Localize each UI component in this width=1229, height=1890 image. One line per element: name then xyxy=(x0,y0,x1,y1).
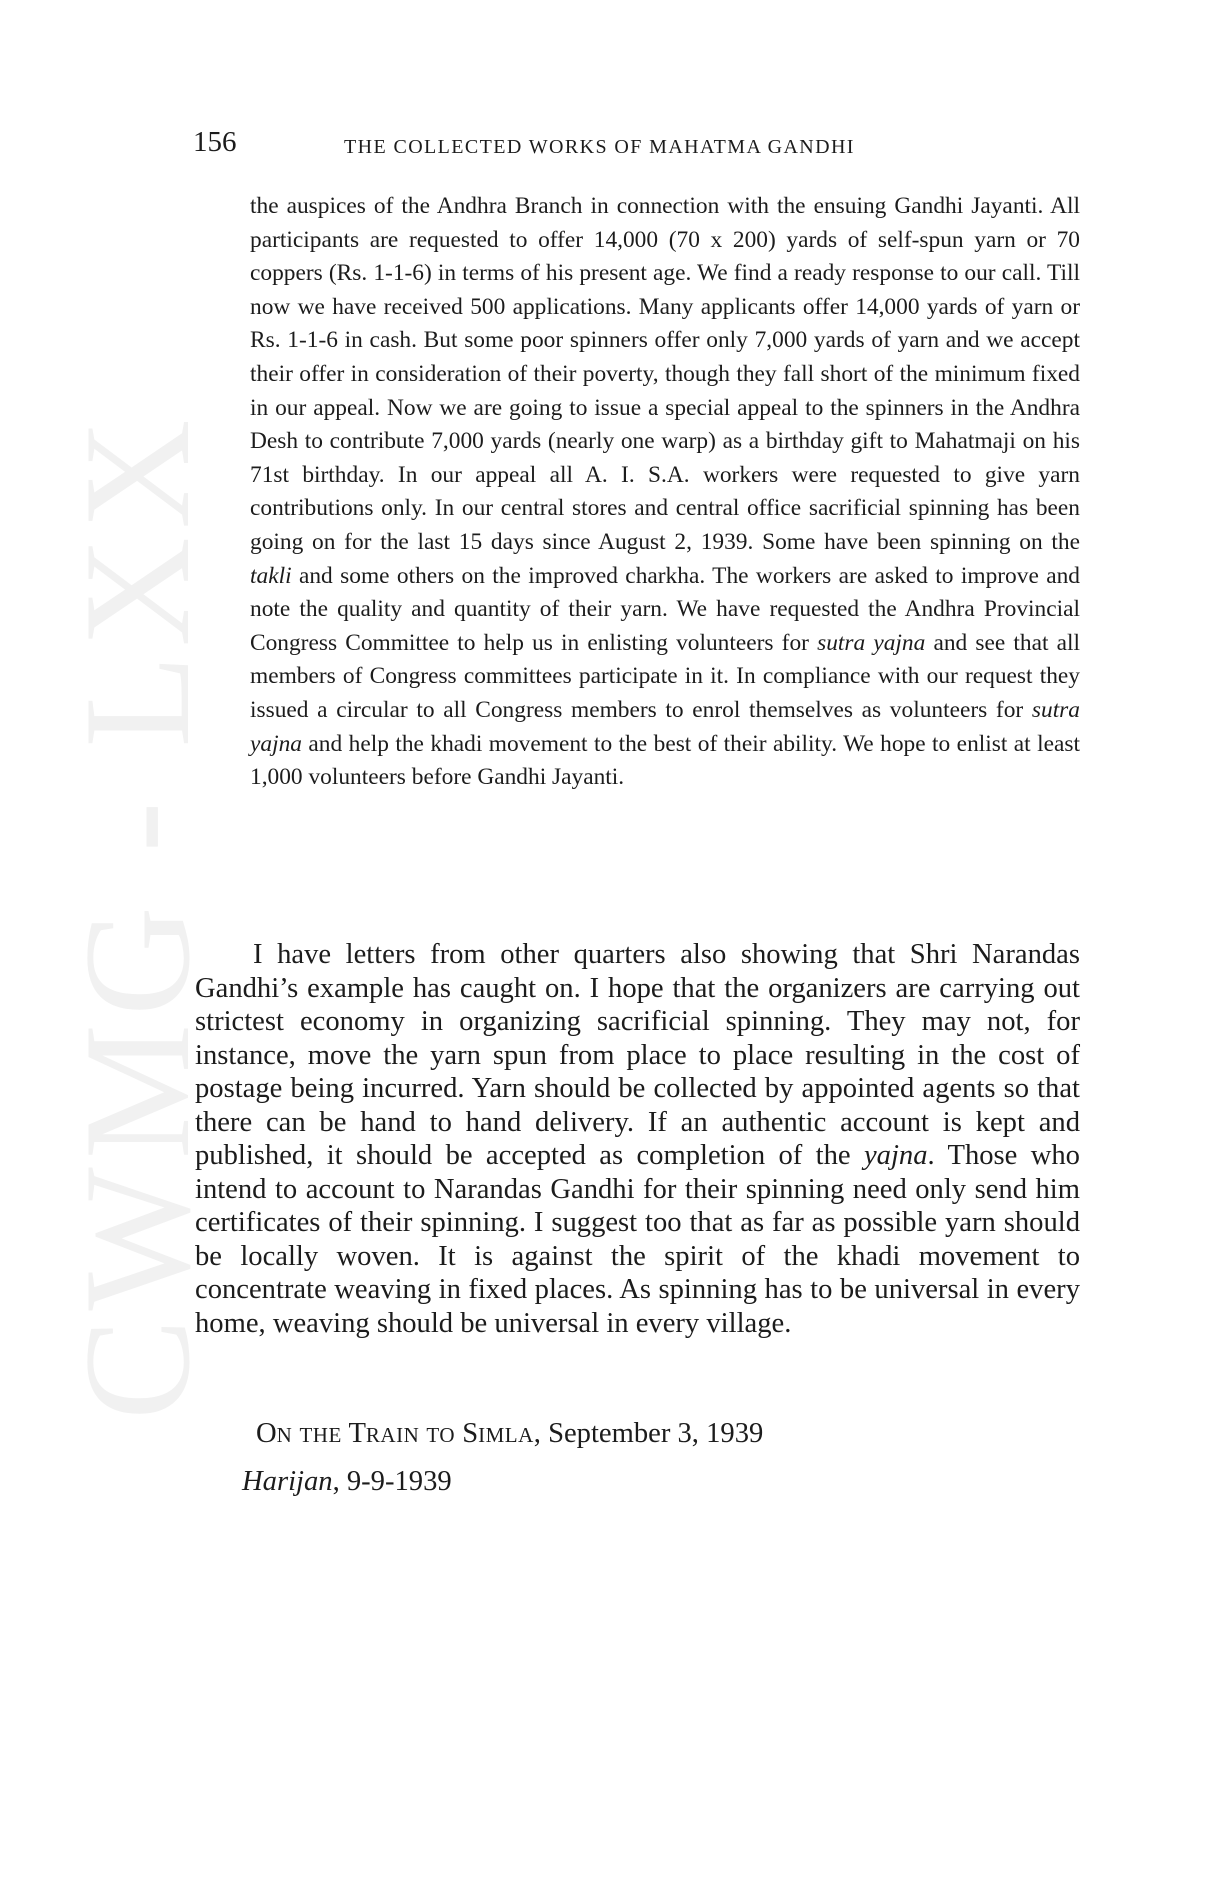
dateline-simla-cap: S xyxy=(462,1418,479,1449)
dateline-on-rest: N xyxy=(276,1423,293,1447)
quote-text: the auspices of the Andhra Branch in connection with the ensuing Gandhi Jayanti. All participants are requested to offer 14,000 (70 x 200) yards of self-spun yarn or 70 coppers (Rs. 1-1-6) in terms of his present age. We find a ready response to our call. Till now we have received 500 applications. Many applicants offer 14,000 yards of yarn or Rs. 1-1-6 in cash. But some poor spinners offer only 7,000 yards of yarn and we accept their offer in consideration of their poverty, though they fall short of the minimum fixed in our appeal. Now we are going to issue a special appeal to the spinners in the Andhra Desh to contribute 7,000 yards (nearly one warp) as a birthday gift to Mahatmaji on his 71st birthday. In our appeal all A. I. S.A. workers were requested to give yarn contributions only. In our central stores and central office sacrificial spinning has been going on for the last 15 days since August 2, 1939. Some have been spinning on the xyxy=(250,193,1080,555)
source-citation xyxy=(242,1466,452,1498)
quote-text: and see that all members of Congress committees participate in it. In compliance with our request they issued a circular to all Congress members to enrol themselves as volunteers for xyxy=(250,629,1081,723)
source-date: , 9-9-1939 xyxy=(332,1466,452,1497)
dateline-date: , September 3, 1939 xyxy=(533,1418,764,1449)
page-number: 156 xyxy=(193,126,237,158)
quote-text: and help the khadi movement to the best of their ability. We hope to enlist at least 1,000 volunteers before Gandhi Jayanti. xyxy=(250,730,1080,791)
dateline-train-rest: RAIN xyxy=(365,1423,420,1447)
quote-italic-term: sutra yajna xyxy=(250,696,1080,757)
dateline-the: THE xyxy=(299,1423,342,1447)
dateline-train-cap: T xyxy=(348,1418,366,1449)
watermark-text: CWMG - LXX xyxy=(53,411,221,1420)
body-italic-term: yajna xyxy=(863,1140,928,1171)
quote-italic-term: sutra yajna xyxy=(817,629,926,656)
source-publication: Harijan xyxy=(242,1466,333,1497)
main-text xyxy=(195,938,1080,1340)
quote-text: and some others on the improved charkha. The workers are asked to improve and note the quality and quantity of their yarn. We have requested the Andhra Provincial Congress Committee to help us in enlisting volunteers for xyxy=(250,562,1080,656)
dateline-on-cap: O xyxy=(256,1418,277,1449)
running-head: THE COLLECTED WORKS OF MAHATMA GANDHI xyxy=(344,136,855,158)
dateline-simla-rest: IMLA xyxy=(478,1423,534,1447)
body-text-run: . Those who intend to account to Narandas Gandhi for their spinning need only send him certificates of their spinning. I suggest too that as far as possible yarn should be locally woven. It is against the spirit of the khadi movement to concentrate weaving in fixed places. As spinning has to be universal in every home, weaving should be universal in every village. xyxy=(195,1140,1080,1339)
dateline-to: TO xyxy=(426,1423,456,1447)
body-text-run: I have letters from other quarters also showing that Shri Narandas Gandhi’s example has caught on. I hope that the organizers are carrying out strictest economy in organizing sacrificial spinning. They may not, for instance, move the yarn spun from place to place resulting in the cost of postage being incurred. Yarn should be collected by appointed agents so that there can be hand to hand delivery. If an authentic account is kept and published, it should be accepted as completion of the xyxy=(195,939,1080,1171)
quoted-letter xyxy=(250,190,1080,795)
quote-italic-term: takli xyxy=(250,562,292,589)
dateline xyxy=(256,1418,763,1450)
body-paragraph xyxy=(195,938,1080,1340)
quoted-paragraph xyxy=(250,190,1080,795)
